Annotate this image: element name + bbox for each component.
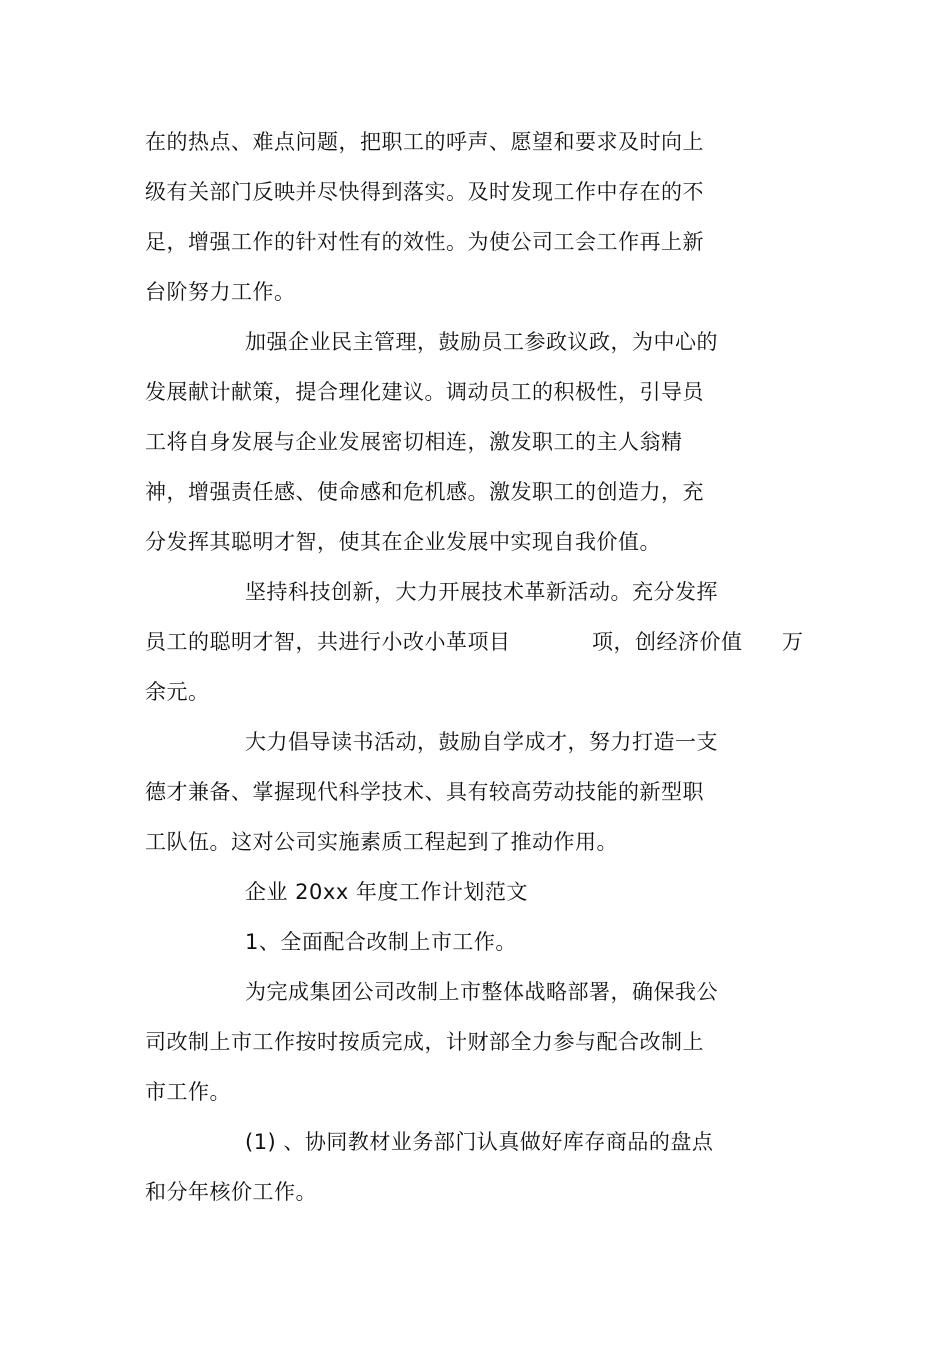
section-item-heading: 1、全面配合改制上市工作。 <box>245 930 517 954</box>
text-line: 和分年核价工作。 <box>145 1180 317 1204</box>
text-line: 级有关部门反映并尽快得到落实。及时发现工作中存在的不 <box>145 180 704 204</box>
text-line: 台阶努力工作。 <box>145 280 296 304</box>
text-line: 分发挥其聪明才智，使其在企业发展中实现自我价值。 <box>145 530 661 554</box>
section-title: 企业 20xx 年度工作计划范文 <box>245 880 528 904</box>
text-fragment: 项，创经济价值 <box>592 630 743 654</box>
paragraph-start-line: (1) 、协同教材业务部门认真做好库存商品的盘点 <box>245 1130 714 1154</box>
text-line: 神，增强责任感、使命感和危机感。激发职工的创造力，充 <box>145 480 704 504</box>
text-line: 发展献计献策，提合理化建议。调动员工的积极性，引导员 <box>145 380 704 404</box>
text-line: 余元。 <box>145 680 210 704</box>
text-line: 德才兼备、掌握现代科学技术、具有较高劳动技能的新型职 <box>145 780 704 804</box>
text-line: 员工的聪明才智，共进行小改小革项目 <box>145 630 511 654</box>
paragraph-start-line: 坚持科技创新，大力开展技术革新活动。充分发挥 <box>245 580 718 604</box>
paragraph-start-line: 为完成集团公司改制上市整体战略部署，确保我公 <box>245 980 718 1004</box>
text-line: 市工作。 <box>145 1080 231 1104</box>
text-fragment: 万 <box>782 630 804 654</box>
text-line: 工队伍。这对公司实施素质工程起到了推动作用。 <box>145 830 618 854</box>
text-line: 足，增强工作的针对性有的效性。为使公司工会工作再上新 <box>145 230 704 254</box>
text-line: 在的热点、难点问题，把职工的呼声、愿望和要求及时向上 <box>145 130 704 154</box>
text-line: 工将自身发展与企业发展密切相连，激发职工的主人翁精 <box>145 430 683 454</box>
text-line: 司改制上市工作按时按质完成，计财部全力参与配合改制上 <box>145 1030 704 1054</box>
paragraph-start-line: 加强企业民主管理，鼓励员工参政议政，为中心的 <box>245 330 718 354</box>
paragraph-start-line: 大力倡导读书活动，鼓励自学成才，努力打造一支 <box>245 730 718 754</box>
